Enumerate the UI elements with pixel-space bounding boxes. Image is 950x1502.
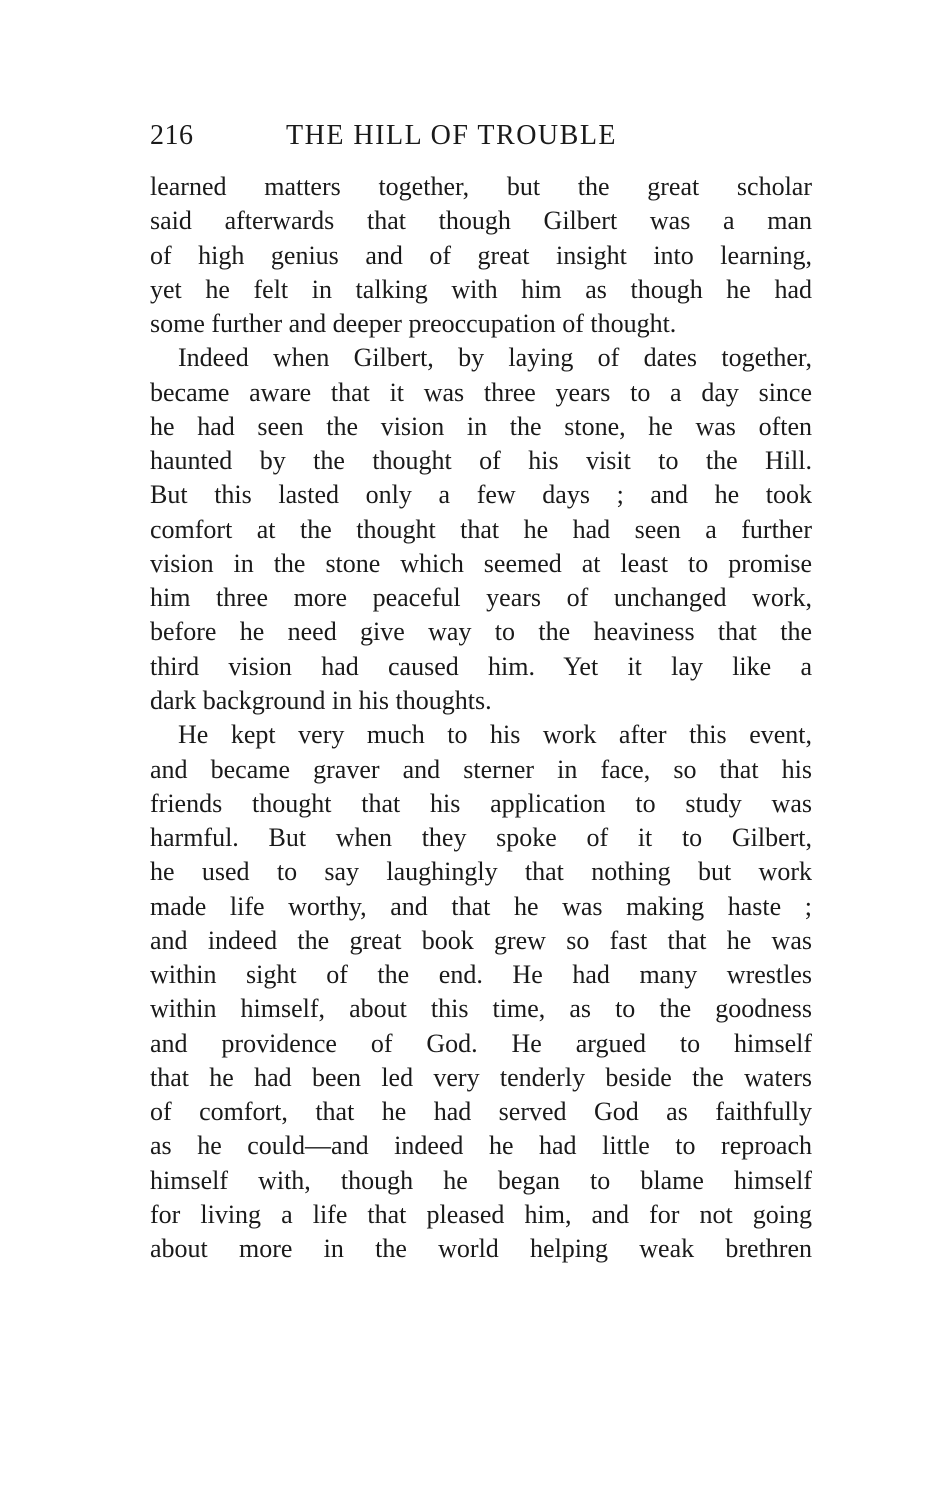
text-line: vision in the stone which seemed at least to promise — [150, 548, 812, 578]
text-line: Indeed when Gilbert, by laying of dates together, — [178, 343, 812, 373]
text-line: made life worthy, and that he was making haste ; — [150, 891, 812, 921]
text-line: he had seen the vision in the stone, he was often — [150, 411, 812, 441]
text-line: friends thought that his application to study was — [150, 788, 812, 818]
text-line: as he could—and indeed he had little to reproach — [150, 1131, 812, 1161]
paragraph — [150, 341, 812, 718]
page-number: 216 — [150, 120, 194, 151]
text-line: comfort at the thought that he had seen a further — [150, 514, 812, 544]
text-line: dark background in his thoughts. — [150, 685, 492, 715]
text-line: yet he felt in talking with him as though he had — [150, 274, 812, 304]
text-line: him three more peaceful years of unchanged work, — [150, 583, 812, 613]
text-line: before he need give way to the heaviness that the — [150, 617, 812, 647]
running-head — [150, 118, 812, 154]
text-line: within sight of the end. He had many wrestles — [150, 960, 812, 990]
text-line: himself with, though he began to blame himself — [150, 1165, 812, 1195]
text-line: that he had been led very tenderly beside the waters — [150, 1062, 812, 1092]
text-line: of high genius and of great insight into learning, — [150, 240, 812, 270]
text-line: about more in the world helping weak brethren — [150, 1234, 812, 1264]
paragraph — [150, 170, 812, 341]
text-line: But this lasted only a few days ; and he took — [150, 480, 812, 510]
text-line: and indeed the great book grew so fast that he was — [150, 925, 812, 955]
text-line: and providence of God. He argued to himself — [150, 1028, 812, 1058]
body-text — [150, 170, 812, 1267]
text-line: He kept very much to his work after this event, — [178, 720, 812, 750]
text-line: and became graver and sterner in face, so that his — [150, 754, 812, 784]
paragraph — [150, 718, 812, 1266]
text-line: third vision had caused him. Yet it lay like a — [150, 651, 812, 681]
text-line: learned matters together, but the great scholar — [150, 172, 812, 201]
running-title: THE HILL OF TROUBLE — [286, 120, 618, 151]
text-line: haunted by the thought of his visit to the Hill. — [150, 446, 812, 476]
text-line: within himself, about this time, as to the goodness — [150, 994, 812, 1024]
text-line: some further and deeper preoccupation of thought. — [150, 309, 677, 339]
text-line: harmful. But when they spoke of it to Gilbert, — [150, 823, 812, 853]
text-line: for living a life that pleased him, and for not going — [150, 1199, 812, 1229]
text-line: said afterwards that though Gilbert was a man — [150, 206, 812, 236]
text-line: of comfort, that he had served God as faithfully — [150, 1097, 812, 1127]
text-line: became aware that it was three years to a day since — [150, 377, 812, 407]
text-line: he used to say laughingly that nothing but work — [150, 857, 812, 887]
